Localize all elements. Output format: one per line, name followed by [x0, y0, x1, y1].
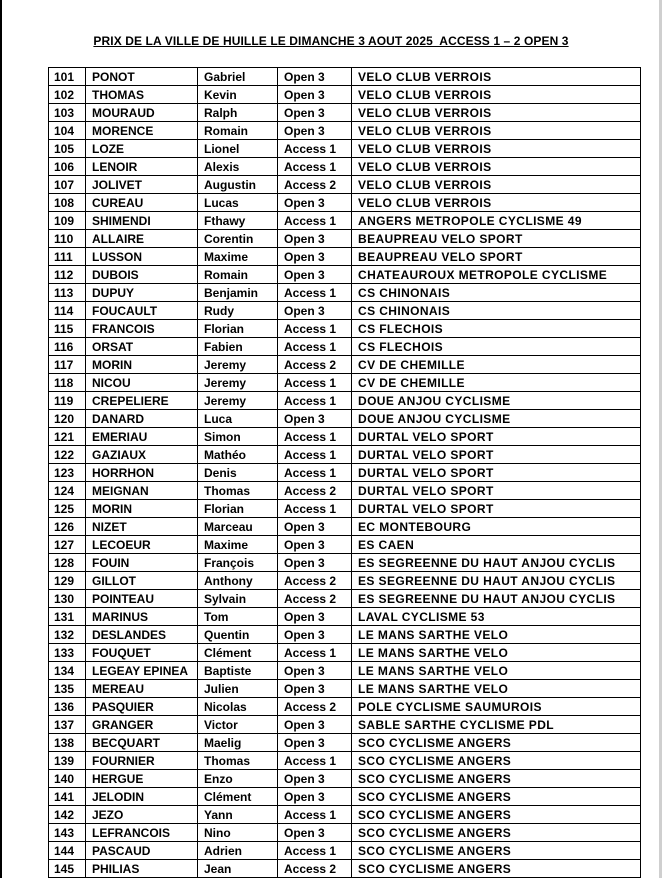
- last-name-cell: MEREAU: [86, 680, 198, 698]
- first-name-cell: Gabriel: [198, 68, 278, 86]
- club-cell: DURTAL VELO SPORT: [352, 446, 641, 464]
- first-name-cell: Florian: [198, 500, 278, 518]
- table-row: [49, 500, 641, 518]
- first-name-cell: Julien: [198, 680, 278, 698]
- club-cell: SCO CYCLISME ANGERS: [352, 734, 641, 752]
- last-name-cell: DUPUY: [86, 284, 198, 302]
- club-cell: DURTAL VELO SPORT: [352, 428, 641, 446]
- category-cell: Access 1: [278, 338, 352, 356]
- table-row: [49, 770, 641, 788]
- last-name-cell: THOMAS: [86, 86, 198, 104]
- last-name-cell: ORSAT: [86, 338, 198, 356]
- last-name-cell: FOUQUET: [86, 644, 198, 662]
- club-cell: ES SEGREENNE DU HAUT ANJOU CYCLIS: [352, 554, 641, 572]
- club-cell: VELO CLUB VERROIS: [352, 104, 641, 122]
- category-cell: Access 1: [278, 464, 352, 482]
- club-cell: SCO CYCLISME ANGERS: [352, 806, 641, 824]
- bib-number-cell: 116: [49, 338, 86, 356]
- table-row: [49, 590, 641, 608]
- club-cell: SCO CYCLISME ANGERS: [352, 788, 641, 806]
- first-name-cell: Marceau: [198, 518, 278, 536]
- club-cell: CS FLECHOIS: [352, 320, 641, 338]
- bib-number-cell: 138: [49, 734, 86, 752]
- first-name-cell: Luca: [198, 410, 278, 428]
- table-row: [49, 86, 641, 104]
- first-name-cell: Rudy: [198, 302, 278, 320]
- bib-number-cell: 114: [49, 302, 86, 320]
- last-name-cell: LEGEAY EPINEA: [86, 662, 198, 680]
- table-row: [49, 230, 641, 248]
- category-cell: Open 3: [278, 68, 352, 86]
- table-row: [49, 536, 641, 554]
- first-name-cell: Kevin: [198, 86, 278, 104]
- first-name-cell: Maxime: [198, 536, 278, 554]
- club-cell: LE MANS SARTHE VELO: [352, 662, 641, 680]
- category-cell: Open 3: [278, 518, 352, 536]
- last-name-cell: HERGUE: [86, 770, 198, 788]
- table-row: [49, 608, 641, 626]
- club-cell: ES SEGREENNE DU HAUT ANJOU CYCLIS: [352, 572, 641, 590]
- first-name-cell: Jeremy: [198, 374, 278, 392]
- category-cell: Open 3: [278, 734, 352, 752]
- bib-number-cell: 131: [49, 608, 86, 626]
- bib-number-cell: 106: [49, 158, 86, 176]
- last-name-cell: JEZO: [86, 806, 198, 824]
- table-row: [49, 284, 641, 302]
- category-cell: Open 3: [278, 608, 352, 626]
- category-cell: Open 3: [278, 194, 352, 212]
- first-name-cell: Adrien: [198, 842, 278, 860]
- table-row: [49, 158, 641, 176]
- table-row: [49, 842, 641, 860]
- club-cell: DOUE ANJOU CYCLISME: [352, 410, 641, 428]
- table-row: [49, 194, 641, 212]
- club-cell: SCO CYCLISME ANGERS: [352, 824, 641, 842]
- bib-number-cell: 126: [49, 518, 86, 536]
- category-cell: Open 3: [278, 626, 352, 644]
- bib-number-cell: 132: [49, 626, 86, 644]
- bib-number-cell: 128: [49, 554, 86, 572]
- bib-number-cell: 140: [49, 770, 86, 788]
- first-name-cell: Jeremy: [198, 392, 278, 410]
- first-name-cell: Fthawy: [198, 212, 278, 230]
- category-cell: Open 3: [278, 266, 352, 284]
- first-name-cell: Maelig: [198, 734, 278, 752]
- bib-number-cell: 129: [49, 572, 86, 590]
- bib-number-cell: 143: [49, 824, 86, 842]
- bib-number-cell: 142: [49, 806, 86, 824]
- table-row: [49, 572, 641, 590]
- bib-number-cell: 103: [49, 104, 86, 122]
- table-row: [49, 698, 641, 716]
- category-cell: Access 1: [278, 140, 352, 158]
- club-cell: DOUE ANJOU CYCLISME: [352, 392, 641, 410]
- table-row: [49, 428, 641, 446]
- club-cell: CV DE CHEMILLE: [352, 374, 641, 392]
- table-row: [49, 644, 641, 662]
- category-cell: Open 3: [278, 770, 352, 788]
- bib-number-cell: 107: [49, 176, 86, 194]
- last-name-cell: PASCAUD: [86, 842, 198, 860]
- bib-number-cell: 102: [49, 86, 86, 104]
- last-name-cell: BECQUART: [86, 734, 198, 752]
- first-name-cell: Quentin: [198, 626, 278, 644]
- bib-number-cell: 118: [49, 374, 86, 392]
- bib-number-cell: 139: [49, 752, 86, 770]
- last-name-cell: MORENCE: [86, 122, 198, 140]
- first-name-cell: Nino: [198, 824, 278, 842]
- bib-number-cell: 113: [49, 284, 86, 302]
- last-name-cell: DANARD: [86, 410, 198, 428]
- category-cell: Access 1: [278, 644, 352, 662]
- last-name-cell: NIZET: [86, 518, 198, 536]
- first-name-cell: Thomas: [198, 482, 278, 500]
- first-name-cell: Nicolas: [198, 698, 278, 716]
- bib-number-cell: 117: [49, 356, 86, 374]
- category-cell: Access 1: [278, 428, 352, 446]
- last-name-cell: JELODIN: [86, 788, 198, 806]
- table-row: [49, 212, 641, 230]
- category-cell: Open 3: [278, 824, 352, 842]
- category-cell: Access 1: [278, 212, 352, 230]
- club-cell: CV DE CHEMILLE: [352, 356, 641, 374]
- club-cell: ES CAEN: [352, 536, 641, 554]
- table-row: [49, 752, 641, 770]
- club-cell: LE MANS SARTHE VELO: [352, 644, 641, 662]
- category-cell: Access 2: [278, 572, 352, 590]
- category-cell: Access 2: [278, 590, 352, 608]
- first-name-cell: Jeremy: [198, 356, 278, 374]
- bib-number-cell: 121: [49, 428, 86, 446]
- table-row: [49, 410, 641, 428]
- last-name-cell: GILLOT: [86, 572, 198, 590]
- category-cell: Access 1: [278, 392, 352, 410]
- club-cell: SABLE SARTHE CYCLISME PDL: [352, 716, 641, 734]
- category-cell: Open 3: [278, 86, 352, 104]
- category-cell: Open 3: [278, 248, 352, 266]
- last-name-cell: MORIN: [86, 500, 198, 518]
- category-cell: Open 3: [278, 302, 352, 320]
- category-cell: Access 1: [278, 320, 352, 338]
- club-cell: BEAUPREAU VELO SPORT: [352, 230, 641, 248]
- table-row: [49, 734, 641, 752]
- bib-number-cell: 127: [49, 536, 86, 554]
- category-cell: Access 2: [278, 860, 352, 878]
- club-cell: CHATEAUROUX METROPOLE CYCLISME: [352, 266, 641, 284]
- club-cell: CS CHINONAIS: [352, 284, 641, 302]
- category-cell: Access 2: [278, 482, 352, 500]
- bib-number-cell: 135: [49, 680, 86, 698]
- category-cell: Access 2: [278, 356, 352, 374]
- first-name-cell: Lucas: [198, 194, 278, 212]
- table-row: [49, 104, 641, 122]
- table-row: [49, 392, 641, 410]
- bib-number-cell: 101: [49, 68, 86, 86]
- category-cell: Open 3: [278, 230, 352, 248]
- table-row: [49, 248, 641, 266]
- table-row: [49, 518, 641, 536]
- category-cell: Access 2: [278, 698, 352, 716]
- last-name-cell: MEIGNAN: [86, 482, 198, 500]
- club-cell: VELO CLUB VERROIS: [352, 176, 641, 194]
- first-name-cell: Florian: [198, 320, 278, 338]
- table-row: [49, 680, 641, 698]
- bib-number-cell: 108: [49, 194, 86, 212]
- bib-number-cell: 119: [49, 392, 86, 410]
- first-name-cell: Victor: [198, 716, 278, 734]
- table-row: [49, 662, 641, 680]
- bib-number-cell: 122: [49, 446, 86, 464]
- last-name-cell: NICOU: [86, 374, 198, 392]
- last-name-cell: EMERIAU: [86, 428, 198, 446]
- bib-number-cell: 112: [49, 266, 86, 284]
- club-cell: CS CHINONAIS: [352, 302, 641, 320]
- entries-table-body: [49, 68, 641, 878]
- last-name-cell: FOUIN: [86, 554, 198, 572]
- last-name-cell: GRANGER: [86, 716, 198, 734]
- category-cell: Open 3: [278, 104, 352, 122]
- club-cell: DURTAL VELO SPORT: [352, 464, 641, 482]
- last-name-cell: LOZE: [86, 140, 198, 158]
- last-name-cell: LEFRANCOIS: [86, 824, 198, 842]
- last-name-cell: FOURNIER: [86, 752, 198, 770]
- table-row: [49, 176, 641, 194]
- first-name-cell: Simon: [198, 428, 278, 446]
- table-row: [49, 554, 641, 572]
- club-cell: ANGERS METROPOLE CYCLISME 49: [352, 212, 641, 230]
- bib-number-cell: 137: [49, 716, 86, 734]
- club-cell: DURTAL VELO SPORT: [352, 482, 641, 500]
- category-cell: Access 1: [278, 374, 352, 392]
- category-cell: Access 1: [278, 752, 352, 770]
- last-name-cell: PONOT: [86, 68, 198, 86]
- club-cell: EC MONTEBOURG: [352, 518, 641, 536]
- first-name-cell: Clément: [198, 788, 278, 806]
- club-cell: POLE CYCLISME SAUMUROIS: [352, 698, 641, 716]
- last-name-cell: POINTEAU: [86, 590, 198, 608]
- bib-number-cell: 134: [49, 662, 86, 680]
- last-name-cell: HORRHON: [86, 464, 198, 482]
- table-row: [49, 446, 641, 464]
- first-name-cell: Benjamin: [198, 284, 278, 302]
- last-name-cell: MORIN: [86, 356, 198, 374]
- last-name-cell: SHIMENDI: [86, 212, 198, 230]
- last-name-cell: CUREAU: [86, 194, 198, 212]
- bib-number-cell: 130: [49, 590, 86, 608]
- table-row: [49, 806, 641, 824]
- first-name-cell: Lionel: [198, 140, 278, 158]
- last-name-cell: PHILIAS: [86, 860, 198, 878]
- club-cell: SCO CYCLISME ANGERS: [352, 770, 641, 788]
- first-name-cell: Jean: [198, 860, 278, 878]
- bib-number-cell: 133: [49, 644, 86, 662]
- first-name-cell: Mathéo: [198, 446, 278, 464]
- category-cell: Open 3: [278, 554, 352, 572]
- table-row: [49, 266, 641, 284]
- first-name-cell: Thomas: [198, 752, 278, 770]
- last-name-cell: LENOIR: [86, 158, 198, 176]
- club-cell: LE MANS SARTHE VELO: [352, 680, 641, 698]
- table-row: [49, 374, 641, 392]
- first-name-cell: Yann: [198, 806, 278, 824]
- bib-number-cell: 123: [49, 464, 86, 482]
- last-name-cell: MARINUS: [86, 608, 198, 626]
- club-cell: VELO CLUB VERROIS: [352, 194, 641, 212]
- bib-number-cell: 109: [49, 212, 86, 230]
- table-row: [49, 716, 641, 734]
- first-name-cell: Tom: [198, 608, 278, 626]
- club-cell: SCO CYCLISME ANGERS: [352, 752, 641, 770]
- bib-number-cell: 136: [49, 698, 86, 716]
- bib-number-cell: 125: [49, 500, 86, 518]
- first-name-cell: Maxime: [198, 248, 278, 266]
- last-name-cell: FRANCOIS: [86, 320, 198, 338]
- last-name-cell: JOLIVET: [86, 176, 198, 194]
- club-cell: VELO CLUB VERROIS: [352, 122, 641, 140]
- category-cell: Access 1: [278, 500, 352, 518]
- first-name-cell: Augustin: [198, 176, 278, 194]
- first-name-cell: Fabien: [198, 338, 278, 356]
- club-cell: VELO CLUB VERROIS: [352, 140, 641, 158]
- club-cell: SCO CYCLISME ANGERS: [352, 860, 641, 878]
- bib-number-cell: 105: [49, 140, 86, 158]
- club-cell: VELO CLUB VERROIS: [352, 68, 641, 86]
- last-name-cell: LUSSON: [86, 248, 198, 266]
- table-row: [49, 626, 641, 644]
- first-name-cell: Romain: [198, 266, 278, 284]
- first-name-cell: Enzo: [198, 770, 278, 788]
- category-cell: Access 1: [278, 446, 352, 464]
- table-row: [49, 140, 641, 158]
- table-row: [49, 356, 641, 374]
- category-cell: Access 1: [278, 806, 352, 824]
- last-name-cell: DESLANDES: [86, 626, 198, 644]
- club-cell: LE MANS SARTHE VELO: [352, 626, 641, 644]
- bib-number-cell: 110: [49, 230, 86, 248]
- table-row: [49, 320, 641, 338]
- first-name-cell: Corentin: [198, 230, 278, 248]
- bib-number-cell: 141: [49, 788, 86, 806]
- table-row: [49, 68, 641, 86]
- last-name-cell: PASQUIER: [86, 698, 198, 716]
- last-name-cell: DUBOIS: [86, 266, 198, 284]
- club-cell: SCO CYCLISME ANGERS: [352, 842, 641, 860]
- club-cell: ES SEGREENNE DU HAUT ANJOU CYCLIS: [352, 590, 641, 608]
- club-cell: VELO CLUB VERROIS: [352, 158, 641, 176]
- last-name-cell: GAZIAUX: [86, 446, 198, 464]
- bib-number-cell: 124: [49, 482, 86, 500]
- page-left-border: [0, 0, 2, 878]
- category-cell: Open 3: [278, 536, 352, 554]
- club-cell: CS FLECHOIS: [352, 338, 641, 356]
- table-row: [49, 464, 641, 482]
- category-cell: Open 3: [278, 788, 352, 806]
- bib-number-cell: 104: [49, 122, 86, 140]
- club-cell: LAVAL CYCLISME 53: [352, 608, 641, 626]
- first-name-cell: Baptiste: [198, 662, 278, 680]
- first-name-cell: Alexis: [198, 158, 278, 176]
- category-cell: Open 3: [278, 680, 352, 698]
- category-cell: Open 3: [278, 716, 352, 734]
- bib-number-cell: 120: [49, 410, 86, 428]
- club-cell: VELO CLUB VERROIS: [352, 86, 641, 104]
- entries-table: [48, 67, 641, 878]
- category-cell: Access 1: [278, 284, 352, 302]
- last-name-cell: LECOEUR: [86, 536, 198, 554]
- table-row: [49, 338, 641, 356]
- table-row: [49, 788, 641, 806]
- category-cell: Access 2: [278, 176, 352, 194]
- category-cell: Open 3: [278, 662, 352, 680]
- bib-number-cell: 111: [49, 248, 86, 266]
- bib-number-cell: 115: [49, 320, 86, 338]
- table-row: [49, 122, 641, 140]
- table-row: [49, 824, 641, 842]
- club-cell: BEAUPREAU VELO SPORT: [352, 248, 641, 266]
- last-name-cell: MOURAUD: [86, 104, 198, 122]
- first-name-cell: Ralph: [198, 104, 278, 122]
- first-name-cell: François: [198, 554, 278, 572]
- category-cell: Access 1: [278, 842, 352, 860]
- bib-number-cell: 145: [49, 860, 86, 878]
- last-name-cell: FOUCAULT: [86, 302, 198, 320]
- category-cell: Open 3: [278, 122, 352, 140]
- table-row: [49, 302, 641, 320]
- table-row: [49, 860, 641, 878]
- first-name-cell: Sylvain: [198, 590, 278, 608]
- last-name-cell: CREPELIERE: [86, 392, 198, 410]
- document-title: PRIX DE LA VILLE DE HUILLE LE DIMANCHE 3 AOUT 2025 ACCESS 1 – 2 OPEN 3: [93, 34, 569, 48]
- first-name-cell: Denis: [198, 464, 278, 482]
- club-cell: DURTAL VELO SPORT: [352, 500, 641, 518]
- bib-number-cell: 144: [49, 842, 86, 860]
- first-name-cell: Romain: [198, 122, 278, 140]
- table-row: [49, 482, 641, 500]
- category-cell: Open 3: [278, 410, 352, 428]
- first-name-cell: Clément: [198, 644, 278, 662]
- first-name-cell: Anthony: [198, 572, 278, 590]
- category-cell: Access 1: [278, 158, 352, 176]
- last-name-cell: ALLAIRE: [86, 230, 198, 248]
